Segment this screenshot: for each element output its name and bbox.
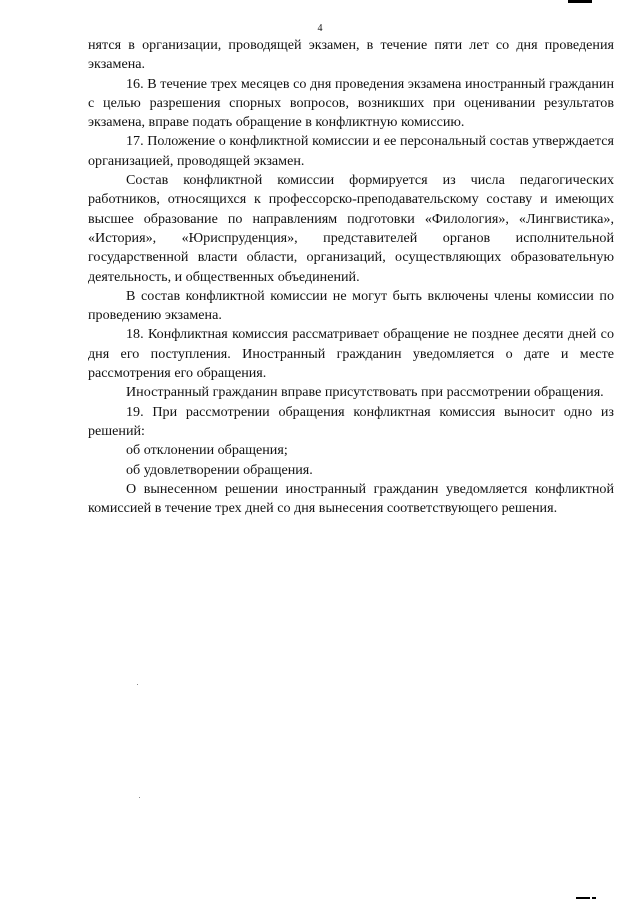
paragraph-commission-exclusion: В состав конфликтной комиссии не могут быть включены члены комиссии по проведению экзамена.: [88, 287, 614, 324]
paragraph-item-16: 16. В течение трех месяцев со дня проведения экзамена иностранный гражданин с целью разрешения спорных вопросов, возникших при оценивании результатов экзамена, вправе подать обращение в конфликтную комиссию.: [88, 75, 614, 131]
paragraph-item-17: 17. Положение о конфликтной комиссии и ее персональный состав утверждается организацией, проводящей экзамен.: [88, 133, 614, 169]
page-number: 4: [317, 23, 323, 34]
document-body: [88, 36, 614, 518]
decision-option-accept: об удовлетворении обращения.: [126, 461, 313, 478]
paragraph-attendance-right: Иностранный гражданин вправе присутствовать при рассмотрении обращения.: [126, 384, 604, 401]
scan-speck: [139, 797, 140, 798]
paragraph-notification: О вынесенном решении иностранный гражданин уведомляется конфликтной комиссией в течение трех дней со дня вынесения соответствующего решения.: [88, 480, 614, 517]
scan-edge-mark: [592, 897, 596, 899]
scan-speck: [137, 684, 138, 685]
decision-option-reject: об отклонении обращения;: [126, 442, 288, 459]
paragraph-commission-composition: Состав конфликтной комиссии формируется из числа педагогических работников, относящихся к профессорско-преподавательскому составу и имеющих высшее образование по направлениям подготовки «Филология», «Лингвистика», «История», «Юриспруденция», представителей органов исполнительной государственной власти области, организаций, осуществляющих образовательную деятельность, и общественных объединений.: [88, 172, 614, 285]
paragraph-continuation: нятся в организации, проводящей экзамен, в течение пяти лет со дня проведения экзамена.: [88, 37, 614, 73]
scan-edge-mark: [568, 0, 592, 3]
paragraph-item-18: 18. Конфликтная комиссия рассматривает обращение не позднее десяти дней со дня его поступления. Иностранный гражданин уведомляется о дате и месте рассмотрения его обращения.: [88, 326, 614, 382]
scan-edge-mark: [576, 897, 590, 899]
paragraph-item-19: 19. При рассмотрении обращения конфликтная комиссия выносит одно из решений:: [88, 403, 614, 439]
